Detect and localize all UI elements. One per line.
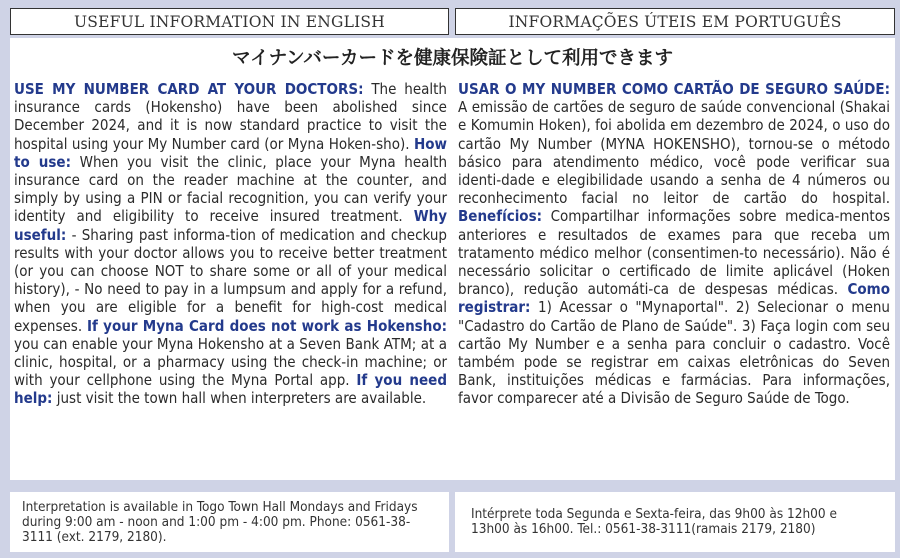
en-text-how-to-use: When you visit the clinic, place your Myna health insurance card on the reader machine at the counter, and simply by using a PIN or facial recognition, you can verify your identity and eligibility to receive insured treatment. [14, 152, 447, 226]
english-section-header: USEFUL INFORMATION IN ENGLISH [10, 8, 449, 35]
english-column [14, 80, 447, 408]
english-footer-text: Interpretation is available in Togo Town Hall Mondays and Fridays during 9:00 am - noon and 1:00 pm - 4:00 pm. Phone: 0561-38-3111 (ext. 2179, 2180). [22, 498, 418, 545]
portuguese-footer-text: Intérprete toda Segunda e Sexta-feira, das 9h00 às 12h00 e 13h00 às 16h00. Tel.: 0561-38-3111(ramais 2179, 2180) [471, 506, 837, 537]
en-heading-how-to-use: How to use: [14, 134, 447, 171]
main-panel [10, 38, 895, 480]
en-heading-not-work: If your Myna Card does not work as Hokensho: [87, 316, 447, 335]
japanese-title: マイナンバーカードを健康保険証として利用できます [231, 48, 674, 69]
english-footer [10, 492, 449, 552]
portuguese-column [458, 80, 890, 408]
portuguese-section-header: INFORMAÇÕES ÚTEIS EM PORTUGUÊS [455, 8, 895, 35]
en-text-intro: The health insurance cards (Hokensho) have been abolished since December 2024, and it is now standard practice to visit the hospital using your My Number card (or Myna Hoken-sho). [14, 80, 447, 153]
pt-text-intro: A emissão de cartões de seguro de saúde convencional (Shakai e Komumin Hoken), foi abolida em dezembro de 2024, o uso do cartão My Number (MYNA HOKENSHO), tornou-se o método básico para atendimento médico, você pode verificar sua identi-dade e elegibilidade usando a senha de 4 números ou reconhecimento facial no leitor de cartão do hospital. [458, 98, 890, 208]
portuguese-footer [455, 492, 895, 552]
pt-heading-como-registrar: Como registrar: [458, 280, 890, 317]
en-text-not-work: you can enable your Myna Hokensho at a Seven Bank ATM; at a clinic, hospital, or a pharmacy using the check-in machine; or with your cellphone using the Myna Portal app. [14, 334, 447, 390]
en-heading-use-card: USE MY NUMBER CARD AT YOUR DOCTORS: [14, 80, 364, 98]
en-heading-why-useful: Why useful: [14, 207, 447, 244]
pt-heading-usar: USAR O MY NUMBER COMO CARTÃO DE SEGURO SAÚDE: [458, 80, 890, 98]
pt-text-como-registrar: 1) Acessar o "Mynaportal". 2) Selecionar o menu "Cadastro do Cartão de Plano de Saúde". 3) Faça login com seu cartão My Number e a senha para concluir o cadastro. Você também pode se registrar em caixas eletrônicas do Seven Bank, instituições médicas e farmácias. Para informações, favor comparecer até a Divisão de Seguro Saúde de Togo. [458, 298, 890, 408]
en-text-need-help: just visit the town hall when interpreters are available. [52, 389, 427, 408]
pt-text-beneficios: Compartilhar informações sobre medica-mentos anteriores e resultados de exames para que receba um tratamento médico melhor (consentimen-to necessário). Não é necessário solicitar o certificado de limite aplicável (Hoken branco), redução automáti-ca de despesas médicas. [458, 207, 890, 299]
en-heading-need-help: If you need help: [14, 371, 447, 408]
pt-heading-beneficios: Benefícios: [458, 207, 543, 226]
en-text-why-useful: - Sharing past informa-tion of medication and checkup results with your doctor allows you to receive better treatment (or you can choose NOT to share some or all of your medical history), - No need to pay in a lumpsum and apply for a refund, when you are eligible for a benefit for high-cost medical expenses. [14, 225, 447, 335]
